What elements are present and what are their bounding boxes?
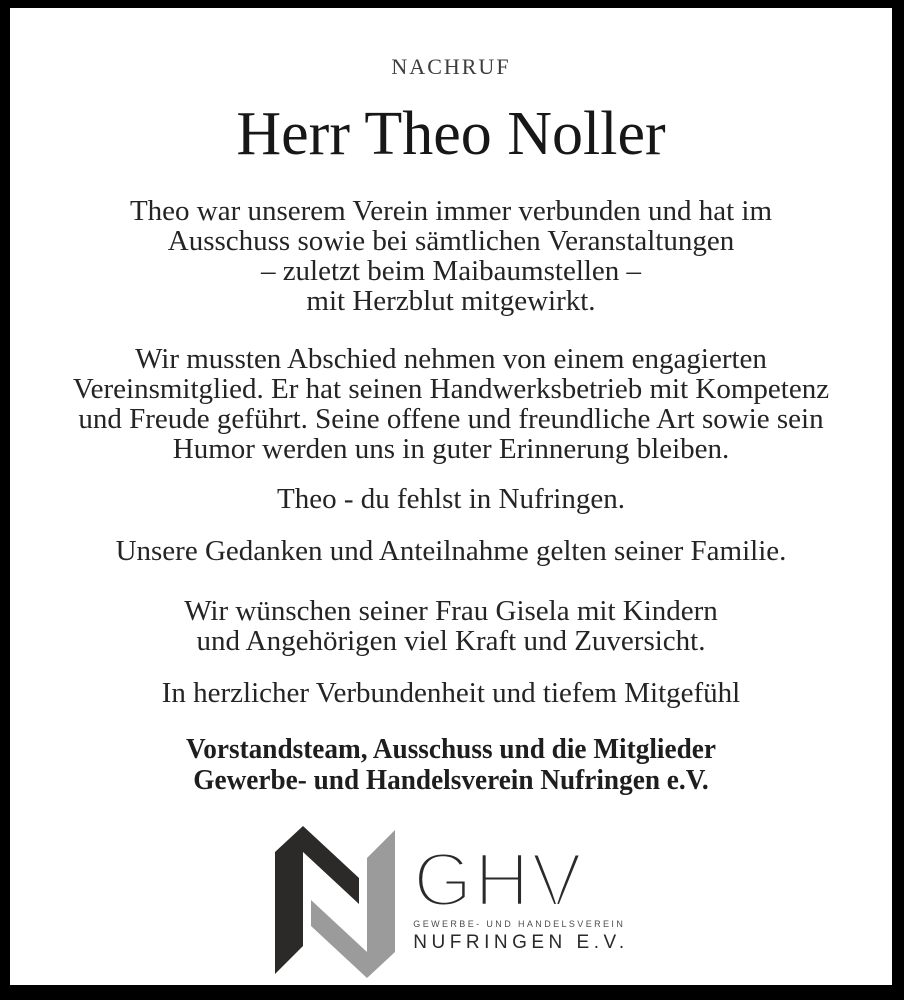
paragraph-line: mit Herzblut mitgewirkt. <box>306 285 596 317</box>
paragraph <box>10 344 892 464</box>
paragraph-line: – zuletzt beim Maibaumstellen – <box>260 255 642 287</box>
paragraph-line: Humor werden uns in guter Erinnerung bleiben. <box>172 433 730 465</box>
logo-acronym: GHV <box>413 837 584 923</box>
obituary-card <box>10 8 892 985</box>
signature-line: Gewerbe- und Handelsverein Nufringen e.V. <box>193 764 709 796</box>
paragraph <box>10 484 892 514</box>
logo-caption-bottom: NUFRINGEN E.V. <box>413 932 629 954</box>
paragraph-line: Wir wünschen seiner Frau Gisela mit Kindern <box>184 595 718 627</box>
paragraph <box>10 536 892 566</box>
paragraph-line: Unsere Gedanken und Anteilnahme gelten seiner Familie. <box>115 535 787 567</box>
paragraph <box>10 196 892 316</box>
paragraph-line: Theo - du fehlst in Nufringen. <box>277 483 625 515</box>
signature <box>10 734 892 796</box>
paragraph-line: Wir mussten Abschied nehmen von einem engagierten <box>135 343 767 375</box>
ghv-logo <box>10 826 892 978</box>
paragraph <box>10 678 892 708</box>
signature-line: Vorstandsteam, Ausschuss und die Mitglieder <box>186 733 716 765</box>
paragraph-line: Vereinsmitglied. Er hat seinen Handwerksbetrieb mit Kompetenz <box>72 373 830 405</box>
paragraph-line: und Freude geführt. Seine offene und freundliche Art sowie sein <box>78 403 824 435</box>
logo-text-block <box>413 837 629 954</box>
page-title: Herr Theo Noller <box>236 100 666 168</box>
kicker: NACHRUF <box>391 54 511 79</box>
paragraph-line: und Angehörigen viel Kraft und Zuversicht. <box>196 625 706 657</box>
paragraph <box>10 596 892 656</box>
logo-caption-top: GEWERBE- UND HANDELSVEREIN <box>413 919 626 930</box>
paragraph-line: Ausschuss sowie bei sämtlichen Veranstaltungen <box>167 225 735 257</box>
paragraph-line: In herzlicher Verbundenheit und tiefem Mitgefühl <box>161 677 741 709</box>
paragraph-line: Theo war unserem Verein immer verbunden und hat im <box>129 195 773 227</box>
ghv-n-monogram-icon <box>273 826 397 978</box>
